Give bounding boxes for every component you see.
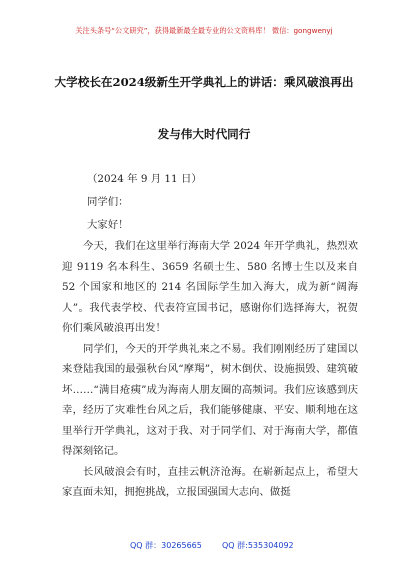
paragraph-typhoon: 同学们，今天的开学典礼来之不易。我们刚刚经历了建国以来登陆我国的最强秋台风“摩羯”，树木倒伏、设施损毁、建筑破坏……“满目疮痍”成为海南人朋友圈的高频词。我们应该感到庆幸，经历了灾难性台风之后，我们能够健康、平安、顺利地在这里举行开学典礼，这对于我、对于同学们、对于海南大学，都值得深刻铭记。 xyxy=(62,342,358,457)
greeting-students: 同学们： xyxy=(87,196,129,208)
document-title-line-2: 发与伟大时代同行 xyxy=(157,127,251,141)
paragraph-welcome: 今天，我们在这里举行海南大学 2024 年开学典礼，热烈欢迎 9119 名本科生、3659 名硕士生、580 名博士生以及来自 52 个国家和地区的 214 名国际学生加入海大，成为新“阔海人”。我代表学校、代表符宣国书记，感谢你们选择海大，祝贺你们乘风破浪再出发！ xyxy=(62,240,358,334)
header-banner: 关注头条号“公文研究”，获得最新最全最专业的公文资料库！ 微信：gongwenyj xyxy=(75,26,333,35)
footer-qq-group-2: QQ 群:535304092 xyxy=(222,541,294,550)
speech-body xyxy=(62,236,358,503)
document-title-line-1: 大学校长在2024级新生开学典礼上的讲话：乘风破浪再出 xyxy=(54,75,354,89)
speech-date: （2024 年 9 月 11 日） xyxy=(87,173,202,185)
greeting-everyone: 大家好！ xyxy=(87,219,129,231)
paragraph-aspiration: 长风破浪会有时，直挂云帆济沧海。在崭新起点上，希望大家直面未知，拥抱挑战，立报国强国大志向、做挺 xyxy=(62,465,358,498)
footer-qq-group-1: QQ 群：30265665 xyxy=(130,541,202,550)
